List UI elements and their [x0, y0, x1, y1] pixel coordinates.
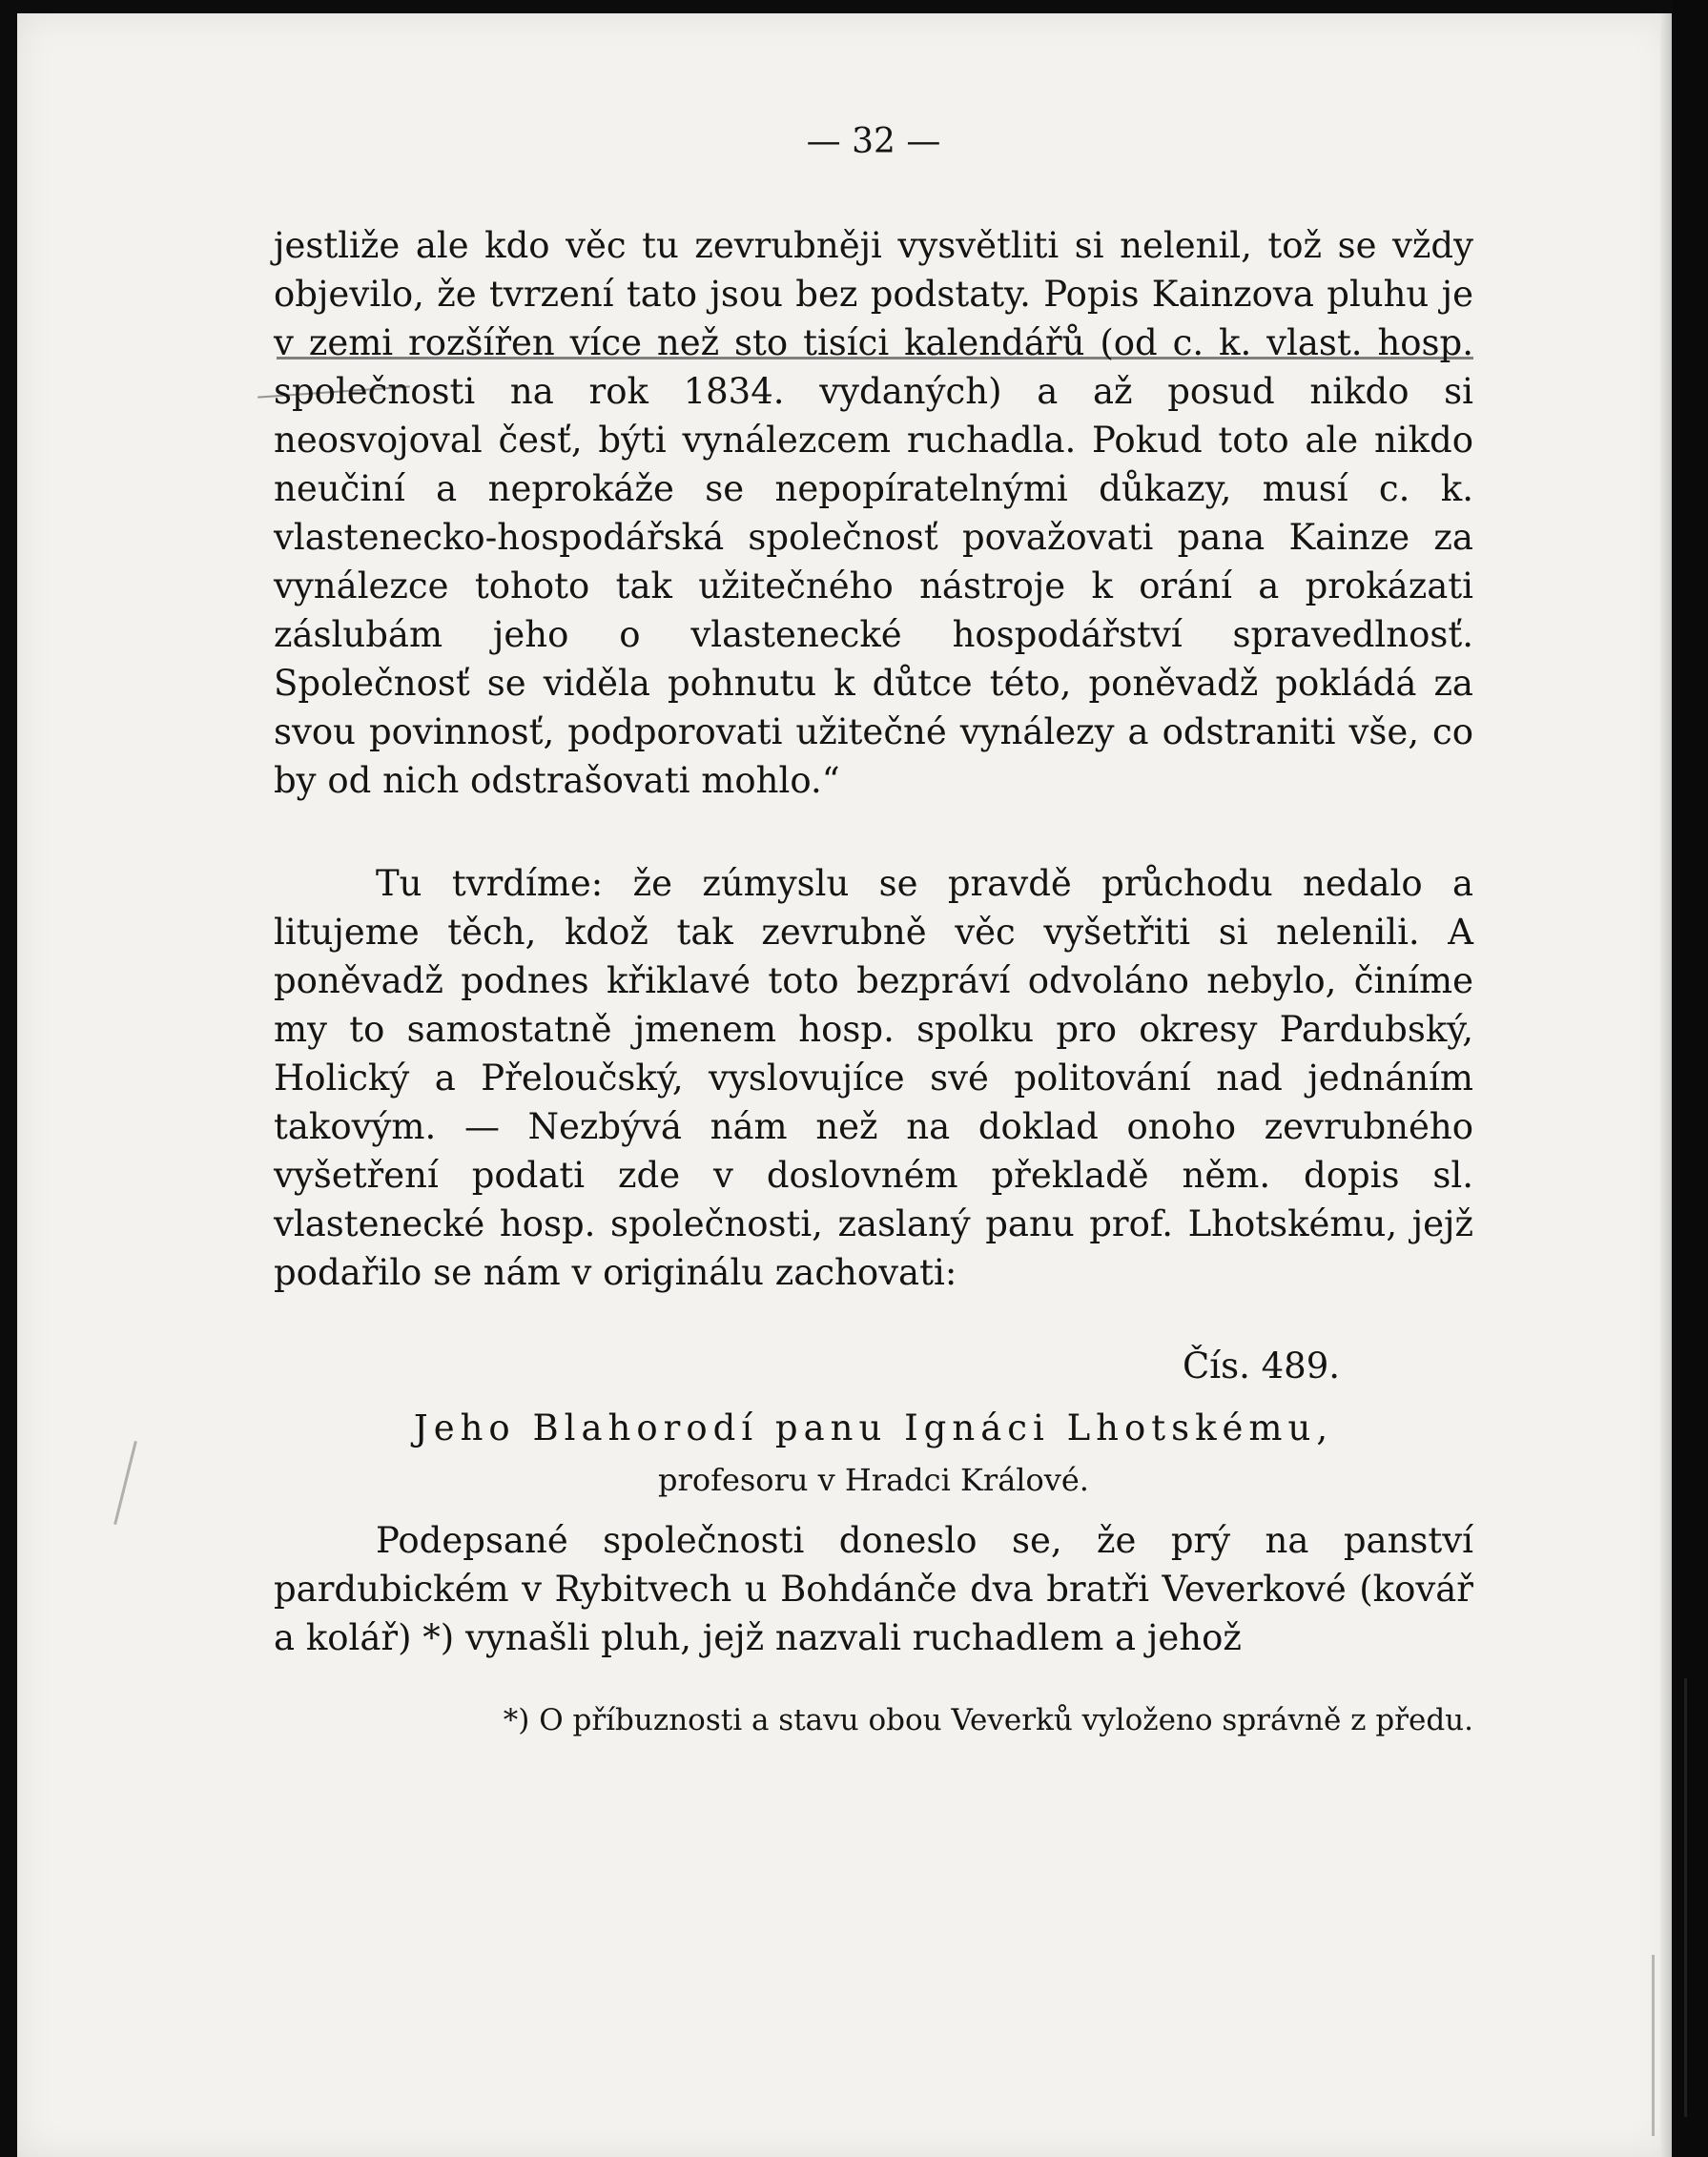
letter-addressee-title: profesoru v Hradci Králové. — [658, 1462, 1089, 1498]
footnote: *) O příbuznosti a stavu obou Veverků vyloženo správně z předu. — [503, 1703, 1473, 1737]
page-binding-edge — [1660, 13, 1672, 2157]
paragraph-continuation: jestliže ale kdo věc tu zevrubněji vysvětliti si nelenil, tož se vždy objevilo, že tvrzení tato jsou bez podstaty. Popis Kainzova pluhu je v zemi rozšířen více než sto tisíci kalendářů (od c. k. vlast. hosp. společnosti na rok 1834. vydaných) a až posud nikdo si neosvojoval česť, býti vynálezcem ruchadla. Pokud toto ale nikdo neučiní a neprokáže se nepopíratelnými důkazy, musí c. k. vlastenecko-hospodářská společnosť považovati pana Kainze za vynálezce tohoto tak užitečného nástroje k orání a prokázati záslubám jeho o vlastenecké hospodářství spravedlnosť. Společnosť se viděla pohnutu k důtce této, poněvadž pokládá za svou povinnosť, podporovati užitečné vynálezy a odstraniti vše, co by od nich odstrašovati mohlo.“ — [274, 225, 1473, 801]
paragraph-letter-body: Podepsané společnosti doneslo se, že prý na panství pardubickém v Rybitvech u Bohdánče dva bratři Veverkové (kovář a kolář) *) vynašli pluh, jejž nazvali ruchadlem a jehož — [274, 1520, 1473, 1658]
page-number: — 32 — — [806, 122, 941, 161]
paragraph-statement: Tu tvrdíme: že zúmyslu se pravdě průchodu nedalo a litujeme těch, kdož tak zevrubně věc vyšetřiti si nelenili. A poněvadž podnes křiklavé toto bezpráví odvoláno nebylo, činíme my to samostatně jmenem hosp. spolku pro okresy Pardubský, Holický a Přeloučský, vyslovujíce své politování nad jednáním takovým. — Nezbývá nám než na doklad onoho zevrubného vyšetření podati zde v doslovném překladě něm. dopis sl. vlastenecké hosp. společnosti, zaslaný panu prof. Lhotskému, jejž podařilo se nám v originálu zachovati: — [274, 863, 1473, 1293]
margin-pencil-mark — [1684, 1678, 1687, 2117]
letter-reference-number: Čís. 489. — [1182, 1346, 1340, 1387]
margin-pencil-mark — [1652, 1955, 1655, 2136]
letter-addressee: Jeho Blahorodí panu Ignáci Lhotskému, — [413, 1407, 1334, 1448]
scan-border — [1672, 0, 1708, 2157]
